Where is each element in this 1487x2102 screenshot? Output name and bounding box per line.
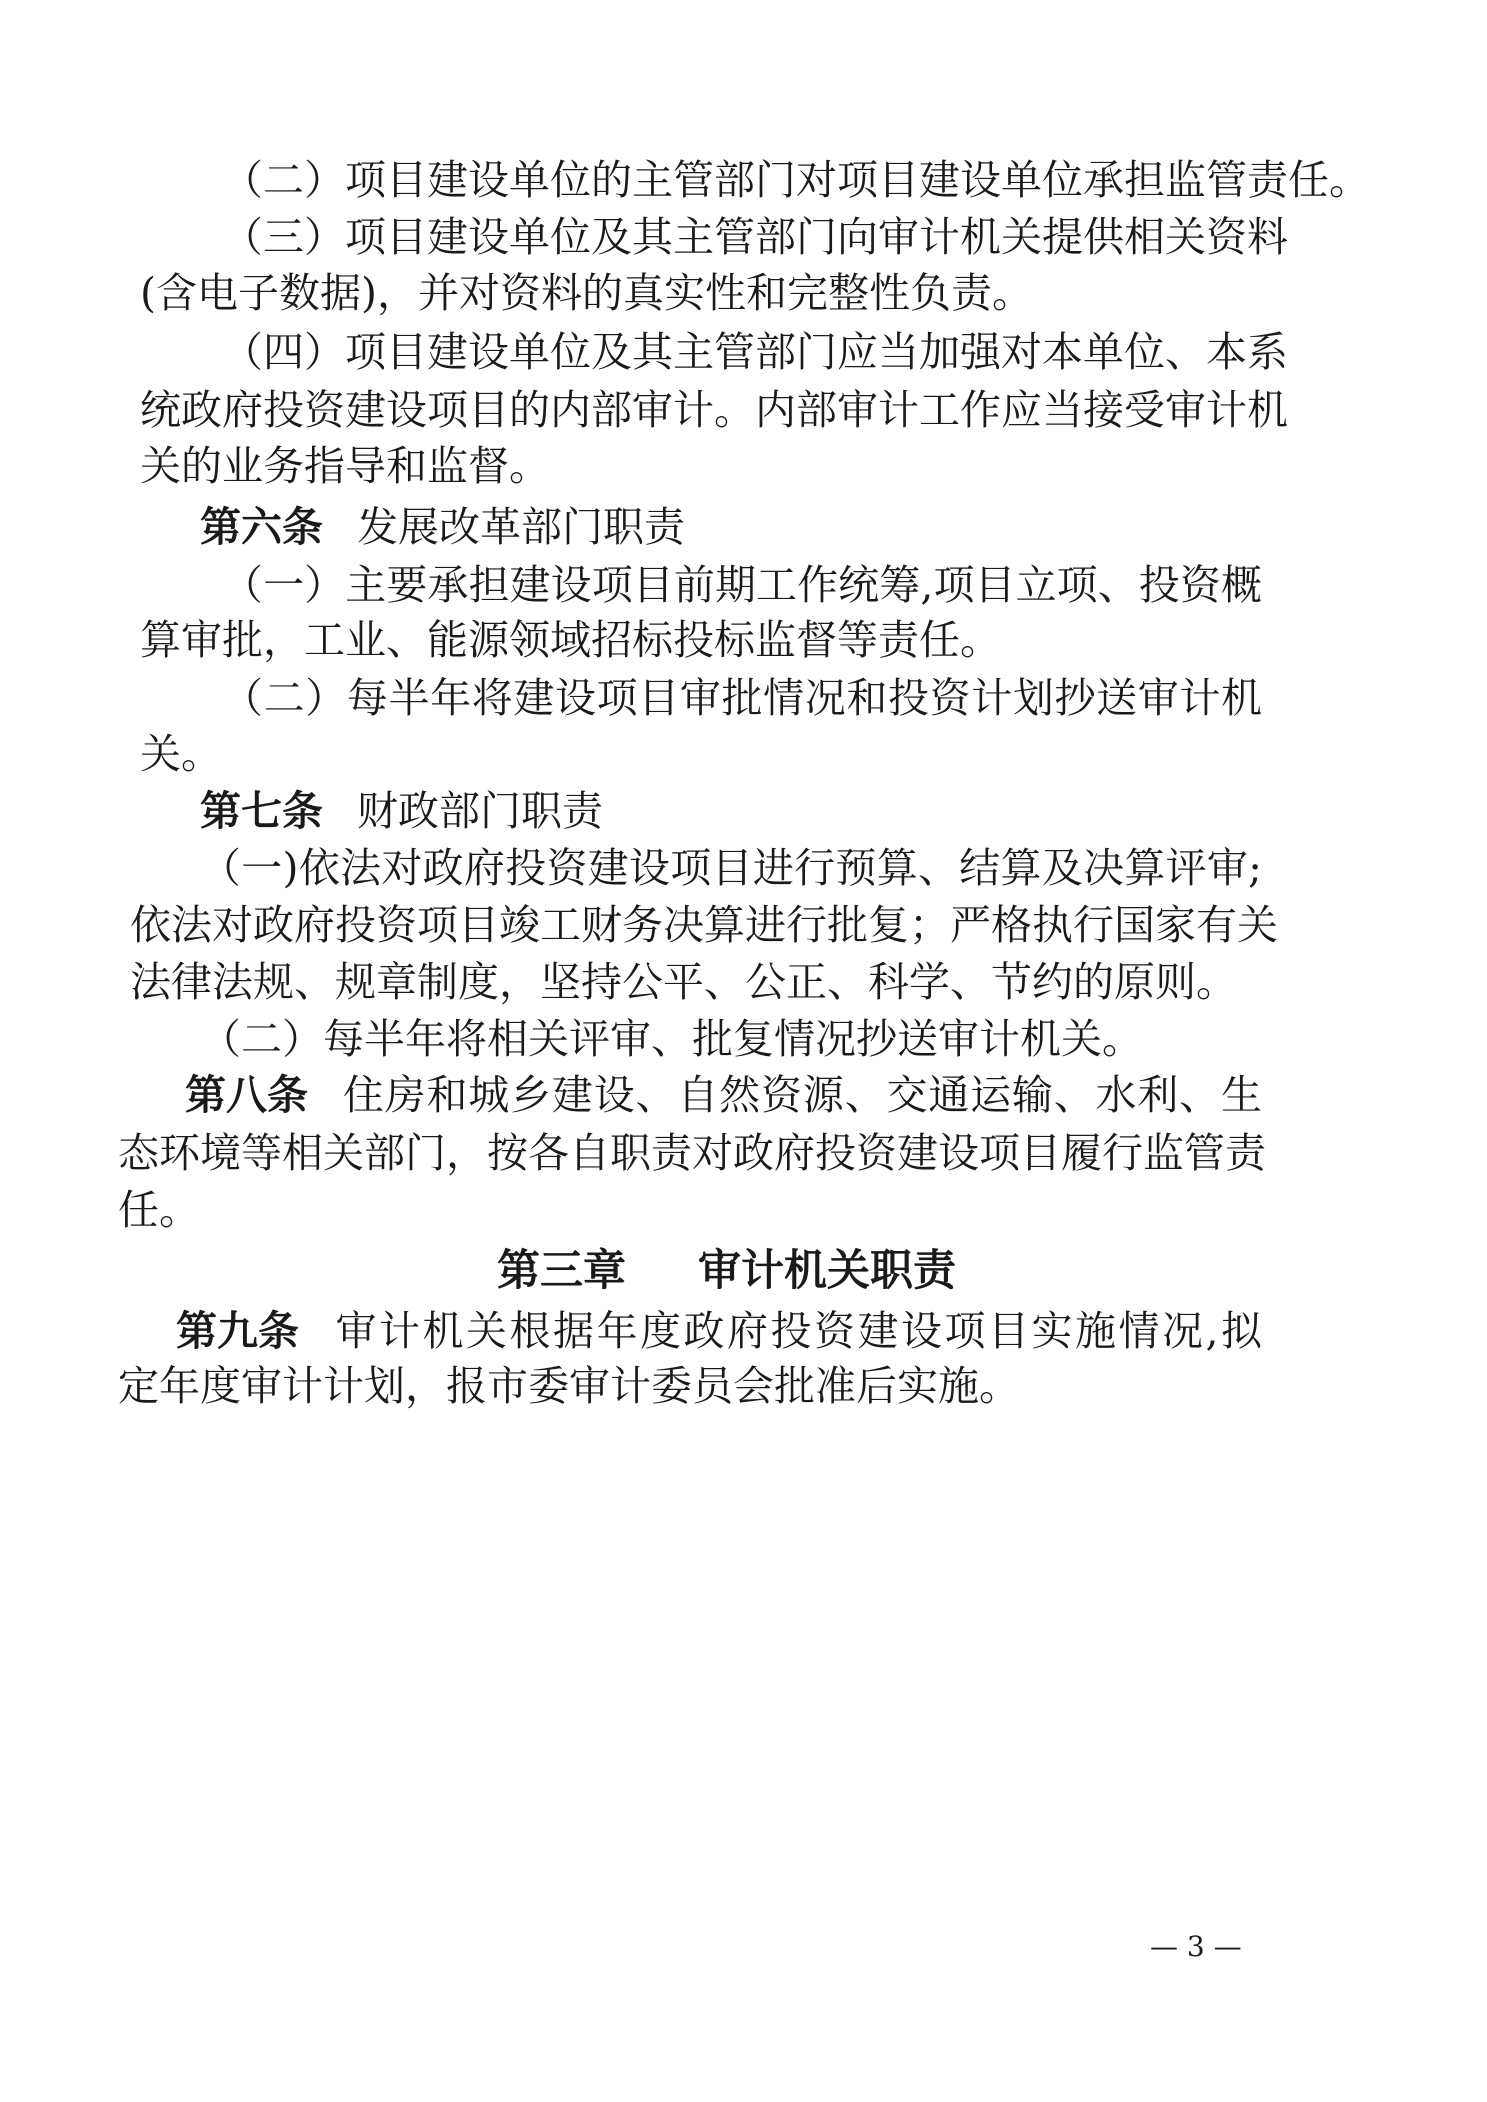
chapter-title: 审计机关职责: [698, 1246, 956, 1296]
article-heading: [200, 503, 685, 551]
paragraph-line: 任。: [118, 1186, 200, 1234]
article-heading: [176, 1307, 1262, 1355]
article-label: 第六条: [200, 503, 323, 551]
article-title: 财政部门职责: [357, 787, 603, 835]
paragraph-line: （四）项目建设单位及其主管部门应当加强对本单位、本系: [222, 328, 1288, 376]
article-heading: [200, 787, 603, 835]
paragraph-line: 关的业务指导和监督。: [140, 442, 550, 490]
page-number: — 3 —: [1150, 1930, 1242, 1963]
paragraph-line: （二）每半年将建设项目审批情况和投资计划抄送审计机: [222, 674, 1262, 722]
article-label: 第七条: [200, 787, 323, 835]
article-title: 发展改革部门职责: [357, 503, 685, 551]
paragraph-line: (含电子数据)，并对资料的真实性和完整性负责。: [140, 269, 1033, 317]
paragraph-line: （二）每半年将相关评审、批复情况抄送审计机关。: [200, 1015, 1143, 1063]
chapter-heading: [497, 1246, 956, 1296]
paragraph-line: （一)依法对政府投资建设项目进行预算、结算及决算评审;: [200, 844, 1262, 892]
paragraph-line: 法律法规、规章制度，坚持公平、公正、科学、节约的原则。: [130, 958, 1237, 1006]
chapter-label: 第三章: [497, 1246, 626, 1296]
paragraph-line: （一）主要承担建设项目前期工作统筹,项目立项、投资概: [222, 561, 1262, 609]
paragraph-line: 依法对政府投资项目竣工财务决算进行批复；严格执行国家有关: [130, 901, 1278, 949]
article-text: 审计机关根据年度政府投资建设项目实施情况,拟: [333, 1307, 1262, 1355]
paragraph-line: （二）项目建设单位的主管部门对项目建设单位承担监管责任。: [222, 156, 1370, 204]
paragraph-line: 统政府投资建设项目的内部审计。内部审计工作应当接受审计机: [140, 386, 1288, 434]
article-label: 第九条: [176, 1307, 299, 1355]
paragraph-line: 算审批，工业、能源领域招标投标监督等责任。: [140, 616, 1001, 664]
paragraph-line: 定年度审计计划，报市委审计委员会批准后实施。: [118, 1362, 1020, 1410]
paragraph-line: （三）项目建设单位及其主管部门向审计机关提供相关资料: [222, 213, 1288, 261]
paragraph-line: 态环境等相关部门，按各自职责对政府投资建设项目履行监管责: [118, 1129, 1266, 1177]
article-text: 住房和城乡建设、自然资源、交通运输、水利、生: [342, 1071, 1262, 1119]
paragraph-line: 关。: [140, 730, 222, 778]
article-heading: [185, 1071, 1262, 1119]
article-label: 第八条: [185, 1071, 308, 1119]
